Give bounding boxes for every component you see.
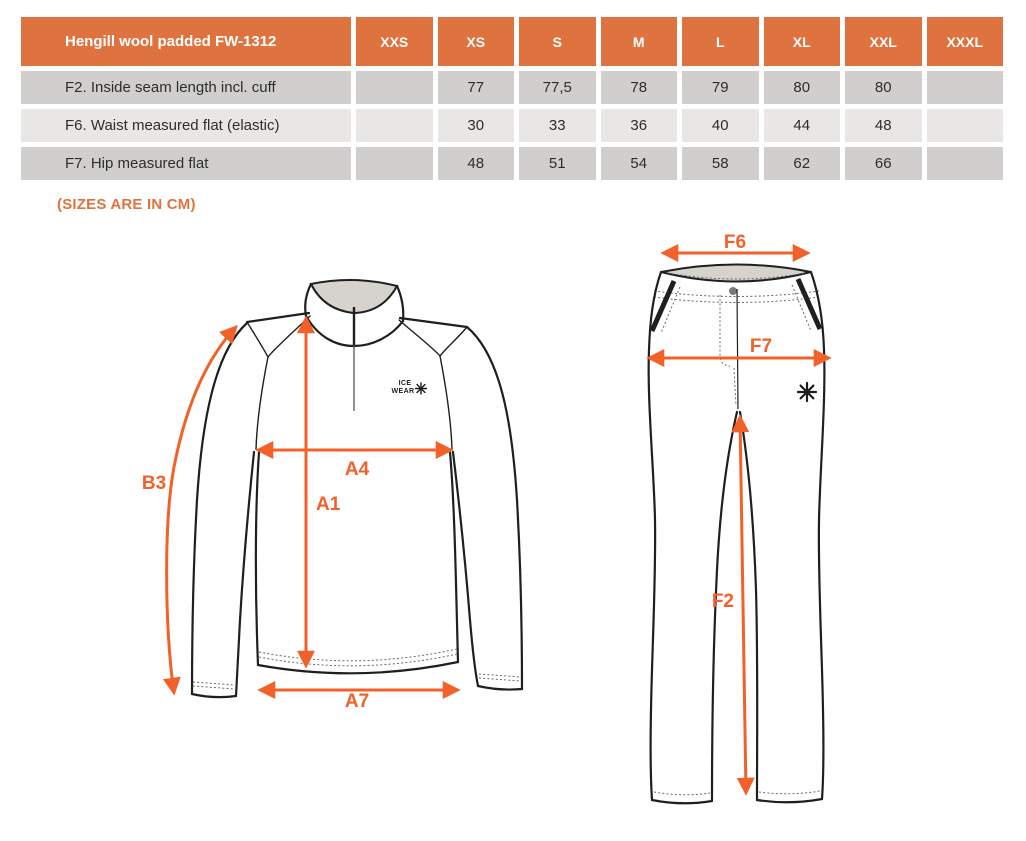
value-cell: 80 [845, 71, 922, 104]
logo-text-ice: ICE [398, 380, 412, 387]
value-cell: 78 [601, 71, 678, 104]
value-cell: 51 [519, 147, 596, 180]
pants-right-hem-stitch [759, 791, 820, 794]
pants-fly-stitch [720, 295, 730, 366]
size-col-header-l: L [682, 17, 759, 66]
units-note: (SIZES ARE IN CM) [57, 196, 196, 213]
sweater-left-raglan-seam [247, 322, 268, 449]
value-cell: 48 [845, 109, 922, 142]
value-cell: 40 [682, 109, 759, 142]
label-b3: B3 [141, 473, 167, 494]
snowflake-icon [798, 383, 816, 401]
sweater-right-cuff [478, 686, 522, 690]
label-f7: F7 [749, 336, 773, 357]
pants-left-hem [652, 800, 712, 803]
value-cell: 33 [519, 109, 596, 142]
size-col-header-xxl: XXL [845, 17, 922, 66]
sweater-right-cuff-stitch-2 [479, 678, 521, 681]
sweater-hem-stitch-1 [259, 654, 457, 666]
pants-fly-stitch-lower [734, 368, 736, 406]
row-label-f6: F6. Waist measured flat (elastic) [21, 109, 351, 142]
sweater-measure-arrows [142, 318, 458, 712]
row-label-f7: F7. Hip measured flat [21, 147, 351, 180]
sweater-left-cuff [192, 694, 236, 697]
arrow-b3 [167, 327, 236, 693]
pants-right-pocket [798, 279, 820, 329]
label-a4: A4 [344, 459, 370, 480]
sweater-right-raglan-seam [440, 327, 467, 449]
sweater-left-shoulder [247, 313, 309, 322]
sweater-right-cuff-stitch-1 [479, 674, 521, 677]
label-a1: A1 [316, 494, 341, 515]
row-label-f2: F2. Inside seam length incl. cuff [21, 71, 351, 104]
value-cell: 58 [682, 147, 759, 180]
pants-drawing [649, 232, 829, 803]
value-cell: 54 [601, 147, 678, 180]
snowflake-icon [416, 383, 427, 394]
sweater-right-shoulder [400, 318, 467, 327]
size-col-header-xxs: XXS [356, 17, 433, 66]
sweater-hem-stitch-2 [259, 649, 457, 661]
sweater-left-shoulder-seam [268, 316, 310, 357]
value-cell: 77,5 [519, 71, 596, 104]
value-cell: 66 [845, 147, 922, 180]
logo-text-wear: WEAR [391, 388, 415, 395]
sweater-right-sleeve-outer [467, 327, 522, 689]
label-a7: A7 [344, 691, 370, 712]
value-cell: 79 [682, 71, 759, 104]
pants-measure-arrows [649, 232, 829, 793]
size-col-header-m: M [601, 17, 678, 66]
sweater-left-cuff-stitch-1 [193, 682, 235, 685]
pants-right-hem [757, 799, 822, 802]
size-col-header-xxxl: XXXL [927, 17, 1004, 66]
label-f2: F2 [711, 591, 734, 612]
product-name-header: Hengill wool padded FW-1312 [21, 17, 351, 66]
sweater-left-cuff-stitch-2 [193, 686, 235, 689]
size-col-header-xl: XL [764, 17, 841, 66]
sweater-body-left [256, 452, 259, 665]
sweater-right-shoulder-seam [399, 320, 440, 356]
sweater-left-sleeve-inner [236, 452, 254, 696]
value-cell: 44 [764, 109, 841, 142]
pants-left-hem-stitch [654, 792, 710, 795]
icewear-logo [392, 380, 427, 395]
sweater-hem [258, 662, 458, 673]
pants-center-front [737, 289, 738, 409]
sweater-drawing [142, 280, 522, 712]
pants-right-outer [811, 272, 824, 799]
label-f6: F6 [723, 232, 747, 253]
value-cell: 80 [764, 71, 841, 104]
value-cell: 62 [764, 147, 841, 180]
sweater-collar-right [397, 286, 403, 321]
sweater-collar-left [305, 284, 311, 316]
size-col-header-xs: XS [438, 17, 515, 66]
pants-left-outer [649, 272, 661, 800]
value-cell: 30 [438, 109, 515, 142]
value-cell: 77 [438, 71, 515, 104]
size-col-header-s: S [519, 17, 596, 66]
value-cell: 48 [438, 147, 515, 180]
arrow-f2 [740, 417, 746, 793]
pants-button [729, 287, 737, 295]
value-cell: 36 [601, 109, 678, 142]
